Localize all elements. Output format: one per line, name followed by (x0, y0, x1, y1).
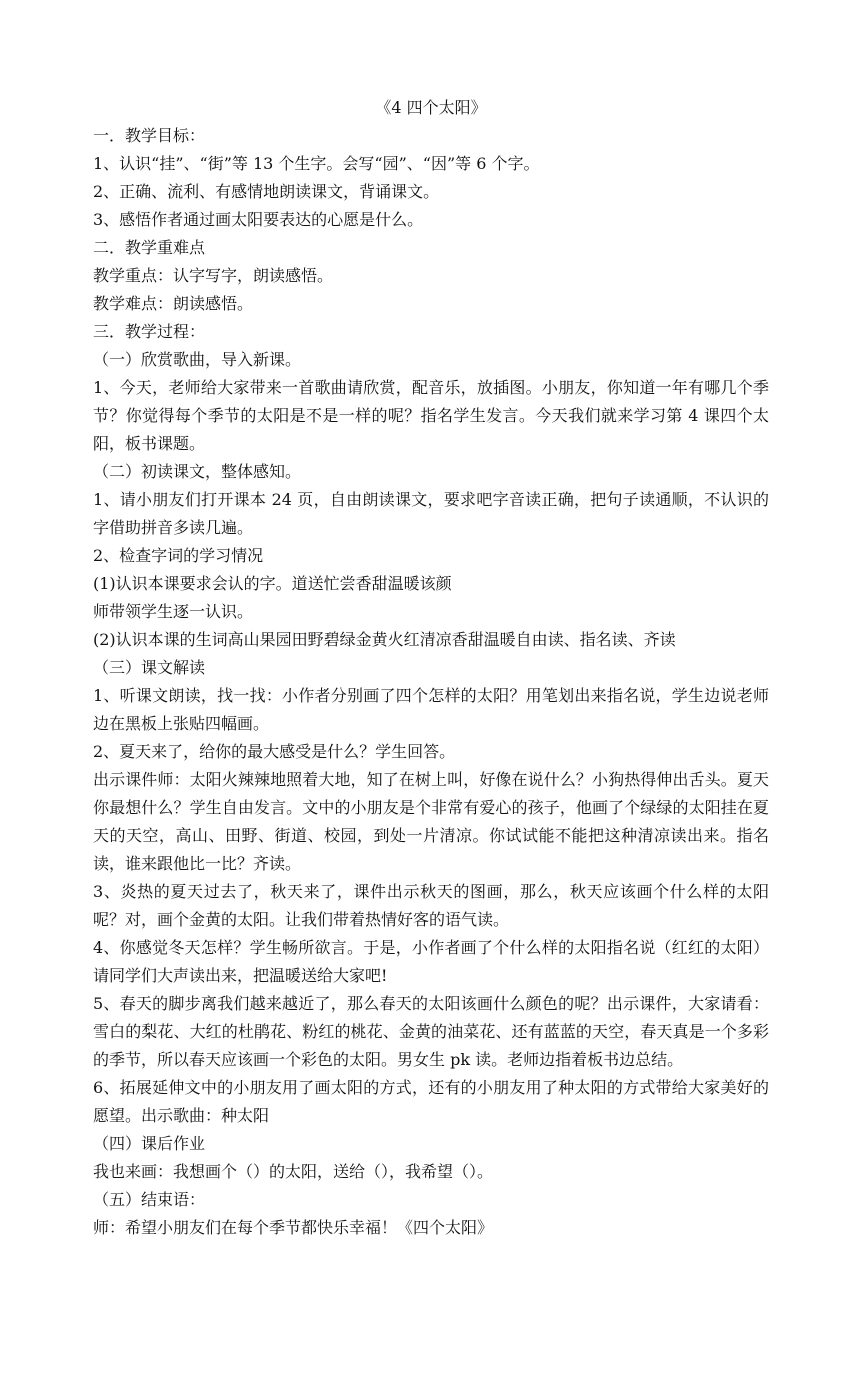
section-2-item-2: 2、检查字词的学习情况 (93, 546, 264, 565)
document-title: 《4 四个太阳》 (375, 98, 487, 117)
section-3-item-2-detail: 出示课件师：太阳火辣辣地照着大地，知了在树上叫，好像在说什么？小狗热得伸出舌头。夏天你最想什么？学生自由发言。文中的小朋友是个非常有爱心的孩子，他画了个绿绿的太阳挂在夏天的天空，高山、田野、街道、校园，到处一片清凉。你试试能不能把这种清凉读出来。指名读，谁来跟他比一比？齐读。 (93, 770, 769, 873)
section-3-item-2: 2、夏天来了，给你的最大感受是什么？学生回答。 (93, 742, 456, 761)
heading-process: 三．教学过程： (93, 322, 206, 341)
section-3-item-3: 3、炎热的夏天过去了，秋天来了，课件出示秋天的图画，那么，秋天应该画个什么样的太阳呢？对，画个金黄的太阳。让我们带着热情好客的语气读。 (93, 882, 769, 929)
key-point: 教学重点：认字写字，朗读感悟。 (93, 266, 334, 285)
section-2-item-1: 1、请小朋友们打开课本 24 页，自由朗读课文，要求吧字音读正确，把句子读通顺，不认识的字借助拼音多读几遍。 (93, 490, 769, 537)
section-3-item-5: 5、春天的脚步离我们越来越近了，那么春天的太阳该画什么颜色的呢？出示课件，大家请看：雪白的梨花、大红的杜鹃花、粉红的桃花、金黄的油菜花、还有蓝蓝的天空，春天真是一个多彩的季节，所以春天应该画一个彩色的太阳。男女生 pk 读。老师边指着板书边总结。 (93, 994, 769, 1069)
objective-1: 1、认识“挂”、“街”等 13 个生字。会写“园”、“因”等 6 个字。 (93, 154, 540, 173)
section-3-item-6: 6、拓展延伸文中的小朋友用了画太阳的方式，还有的小朋友用了种太阳的方式带给大家美好的愿望。出示歌曲：种太阳 (93, 1078, 769, 1125)
section-2-sub-1: (1)认识本课要求会认的字。道送忙尝香甜温暖该颜 (93, 574, 452, 593)
section-2-heading: （二）初读课文，整体感知。 (93, 462, 302, 481)
section-4-heading: （四）课后作业 (93, 1134, 206, 1153)
section-5-item: 师：希望小朋友们在每个季节都快乐幸福！《四个太阳》 (93, 1218, 494, 1237)
section-2-sub-2: (2)认识本课的生词高山果园田野碧绿金黄火红清凉香甜温暖自由读、指名读、齐读 (93, 630, 676, 649)
section-4-item: 我也来画：我想画个（）的太阳，送给（），我希望（）。 (93, 1162, 494, 1181)
difficult-point: 教学难点：朗读感悟。 (93, 294, 254, 313)
document-body (93, 122, 769, 1242)
section-3-item-1: 1、听课文朗读，找一找：小作者分别画了四个怎样的太阳？用笔划出来指名说，学生边说老师边在黑板上张贴四幅画。 (93, 686, 769, 733)
section-3-heading: （三）课文解读 (93, 658, 206, 677)
heading-objectives: 一．教学目标： (93, 126, 206, 145)
section-1-item-1: 1、今天，老师给大家带来一首歌曲请欣赏，配音乐，放插图。小朋友，你知道一年有哪几个季节？你觉得每个季节的太阳是不是一样的呢？指名学生发言。今天我们就来学习第 4 课四个太阳，板书课题。 (93, 378, 769, 453)
objective-2: 2、正确、流利、有感情地朗读课文，背诵课文。 (93, 182, 440, 201)
objective-3: 3、感悟作者通过画太阳要表达的心愿是什么。 (93, 210, 424, 229)
section-5-heading: （五）结束语： (93, 1190, 206, 1209)
heading-key-points: 二．教学重难点 (93, 238, 206, 257)
document-page (93, 94, 769, 1242)
section-3-item-4: 4、你感觉冬天怎样？学生畅所欲言。于是，小作者画了个什么样的太阳指名说（红红的太阳）请同学们大声读出来，把温暖送给大家吧! (93, 938, 769, 985)
section-2-sub-1-note: 师带领学生逐一认识。 (93, 602, 254, 621)
section-1-heading: （一）欣赏歌曲，导入新课。 (93, 350, 302, 369)
